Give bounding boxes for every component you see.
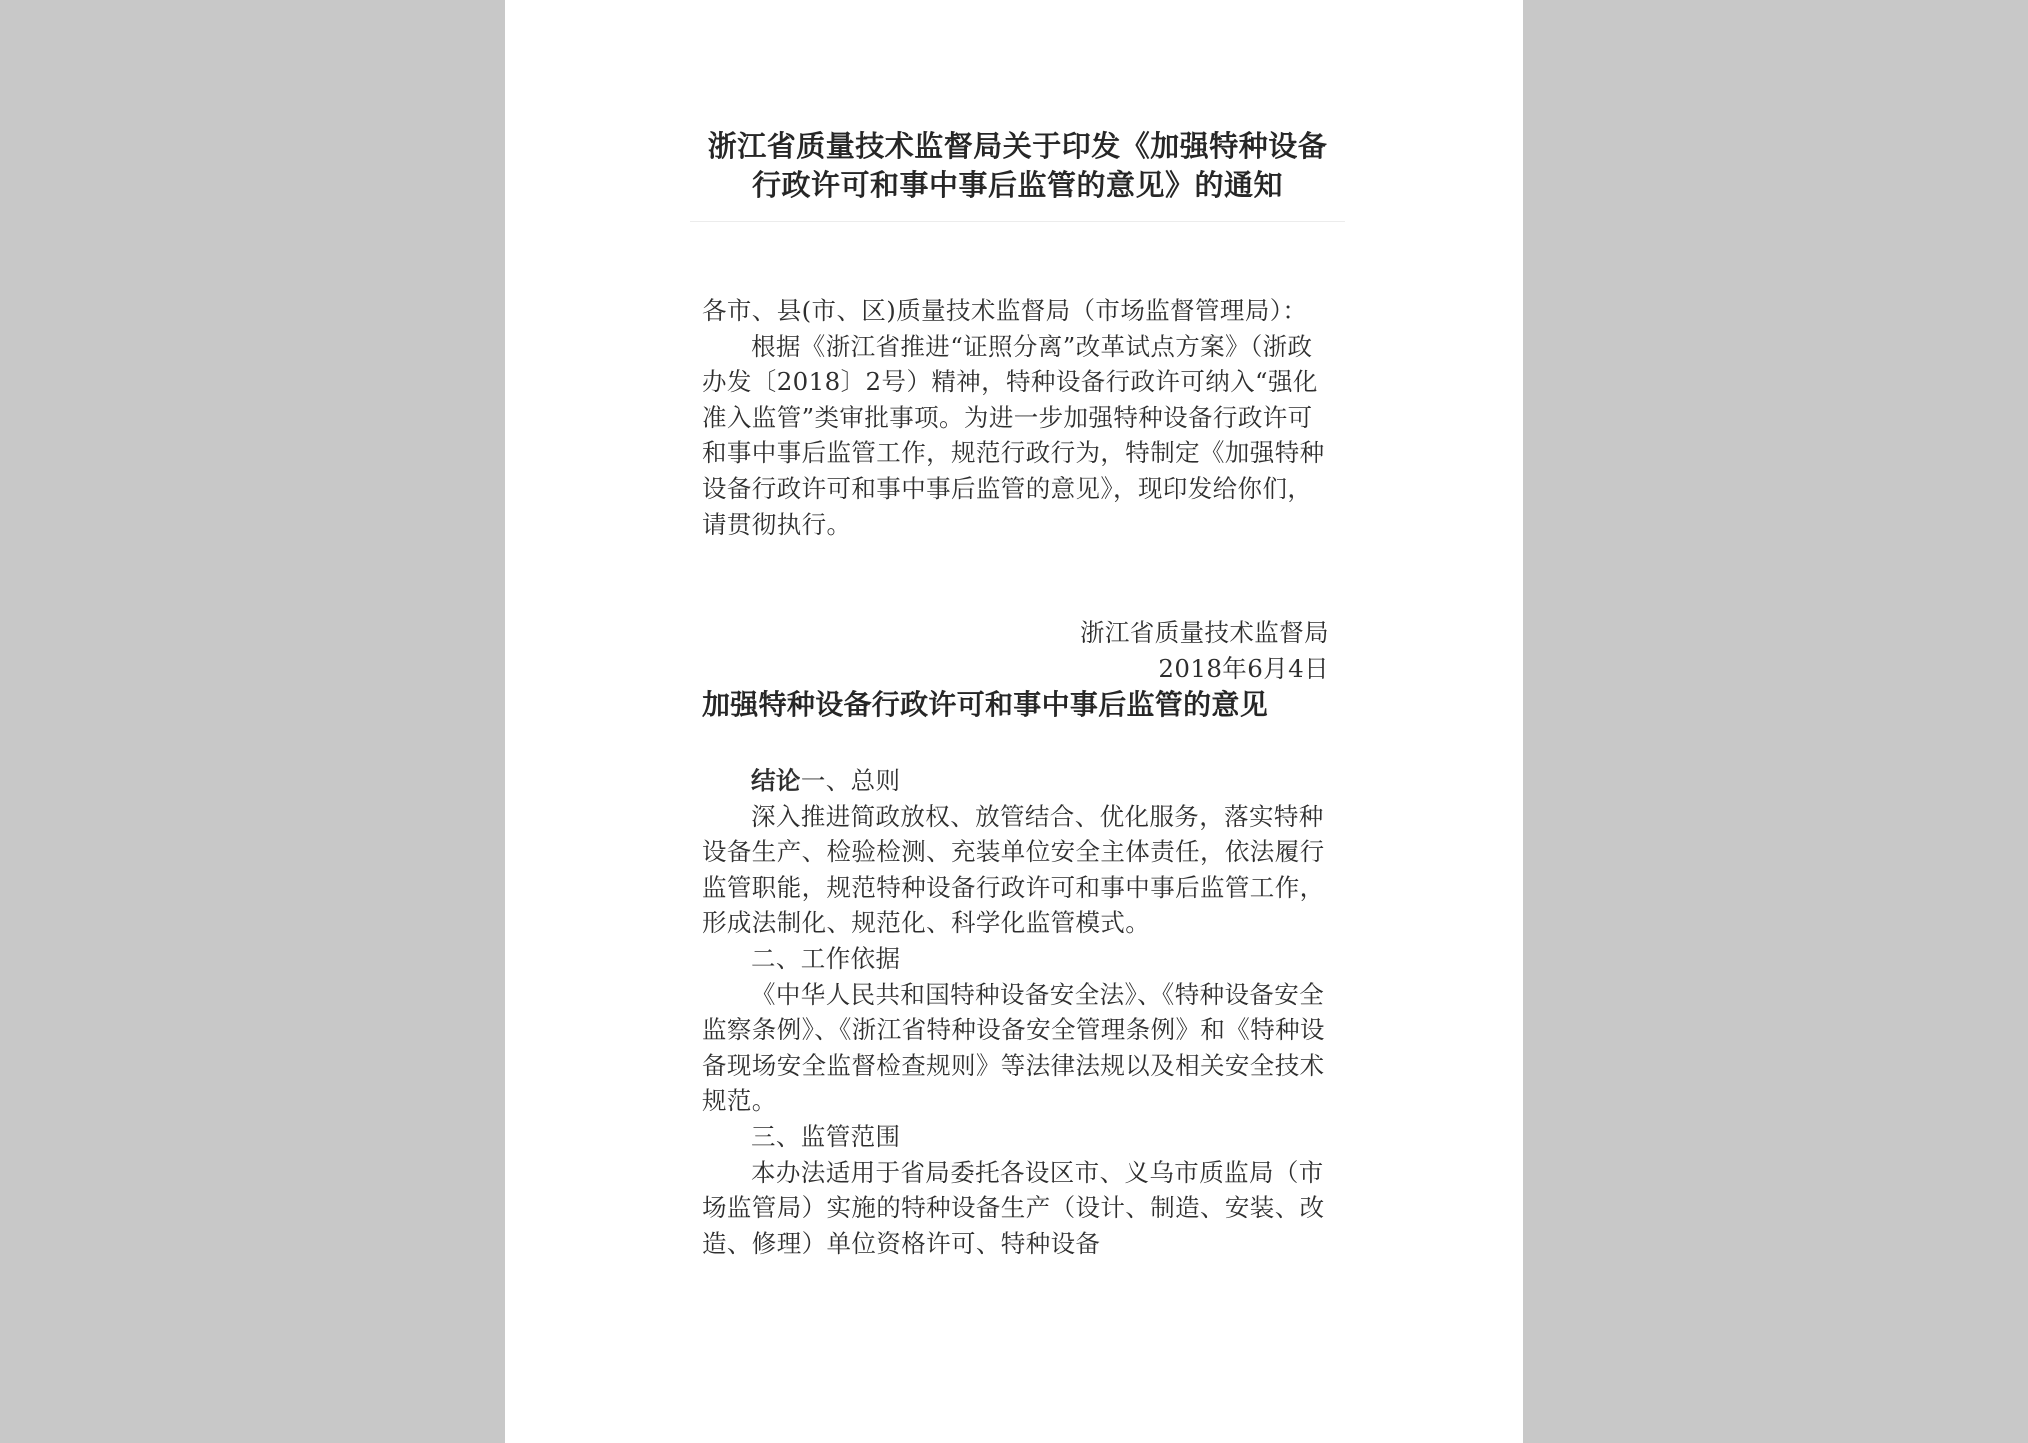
section-2-text: 《中华人民共和国特种设备安全法》、《特种设备安全监察条例》、《浙江省特种设备安全管理条例》和《特种设备现场安全监督检查规则》等法律法规以及相关安全技术规范。 — [702, 979, 1325, 1116]
signature-date: 2018年6月4日 — [1158, 653, 1329, 683]
section-1-heading-line — [702, 763, 1332, 799]
document-page — [505, 0, 1523, 1443]
document-body — [702, 293, 1332, 542]
section-3-text: 本办法适用于省局委托各设区市、义乌市质监局（市场监管局）实施的特种设备生产（设计、制造、安装、改造、修理）单位资格许可、特种设备 — [702, 1157, 1325, 1258]
section-1-heading: 一、总则 — [800, 766, 901, 795]
signature-block — [1080, 615, 1329, 686]
document-title: 浙江省质量技术监督局关于印发《加强特种设备行政许可和事中事后监管的意见》的通知 — [707, 129, 1328, 202]
section-1-text: 深入推进简政放权、放管结合、优化服务，落实特种设备生产、检验检测、充装单位安全主体责任，依法履行监管职能，规范特种设备行政许可和事中事后监管工作，形成法制化、规范化、科学化监管模式。 — [702, 801, 1325, 938]
intro-paragraph: 根据《浙江省推进“证照分离”改革试点方案》（浙政办发〔2018〕2号）精神，特种设备行政许可纳入“强化准入监管”类审批事项。为进一步加强特种设备行政许可和事中事后监管工作，规范行政行为，特制定《加强特种设备行政许可和事中事后监管的意见》，现印发给你们，请贯彻执行。 — [702, 331, 1325, 539]
opinion-title: 加强特种设备行政许可和事中事后监管的意见 — [702, 688, 1269, 721]
title-divider — [690, 221, 1345, 222]
section-3-heading: 三、监管范围 — [751, 1121, 901, 1151]
section-1-label: 结论 — [751, 766, 801, 795]
opinion-body — [702, 763, 1332, 1261]
addressee: 各市、县(市、区)质量技术监督局（市场监督管理局）： — [702, 296, 1308, 325]
section-2-heading: 二、工作依据 — [751, 943, 901, 973]
signature-organization: 浙江省质量技术监督局 — [1080, 618, 1329, 647]
